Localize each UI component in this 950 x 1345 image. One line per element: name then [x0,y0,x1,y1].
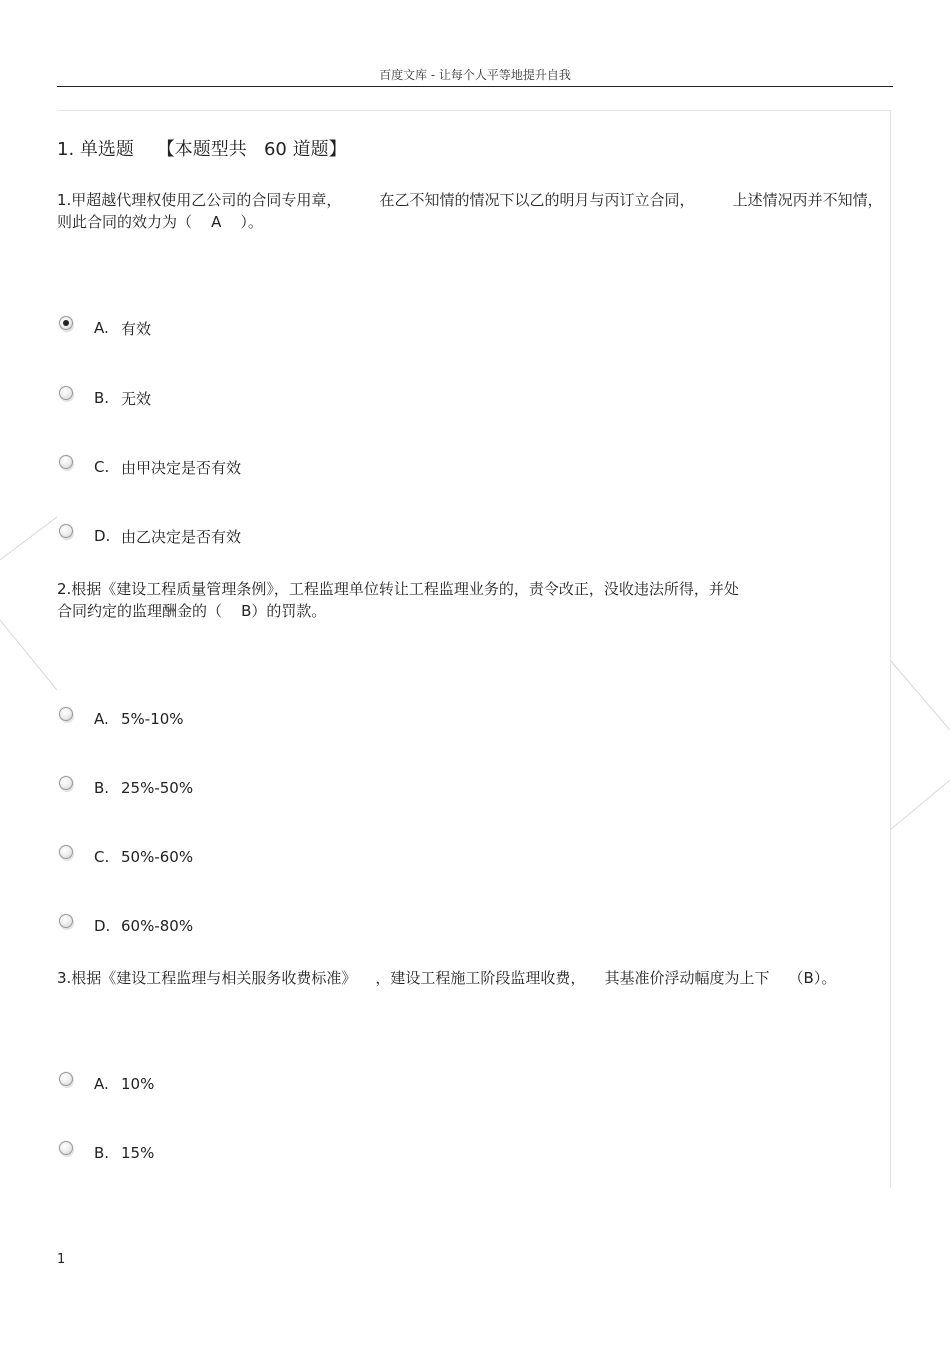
option-letter: C. [94,848,110,866]
q2-option-d[interactable] [57,914,193,938]
radio-icon[interactable] [59,386,73,400]
option-text: 5%-10% [121,710,184,728]
question-1-text: 1.甲超越代理权使用乙公司的合同专用章， 在乙不知情的情况下以乙的明月与丙订立合同， 上述情况丙并不知情，则此合同的效力为（ A ）。 [57,191,883,231]
radio-selected-icon[interactable] [59,316,73,330]
option-text: 60%-80% [121,917,194,935]
q2-option-b[interactable] [57,776,193,800]
option-letter: B. [94,389,110,407]
option-text: 25%-50% [121,779,194,797]
q3-option-a[interactable] [57,1072,154,1096]
option-text: 15% [121,1144,155,1162]
q2-option-c[interactable] [57,845,193,869]
option-text: 有效 [121,319,152,338]
radio-icon[interactable] [59,914,73,928]
radio-icon[interactable] [59,455,73,469]
option-text: 50%-60% [121,848,194,866]
option-letter: B. [94,779,110,797]
option-letter: B. [94,1144,110,1162]
option-letter: C. [94,458,110,476]
option-letter: D. [94,917,111,935]
page-number: 1 [57,1252,66,1267]
q3-option-b[interactable] [57,1141,154,1165]
question-3-text: 3.根据《建设工程监理与相关服务收费标准》 ，建设工程施工阶段监理收费， 其基准价浮动幅度为上下 （B）。 [57,969,837,987]
radio-icon[interactable] [59,707,73,721]
q1-option-b[interactable] [57,386,151,410]
option-text: 10% [121,1075,155,1093]
q1-option-a[interactable] [57,316,151,340]
radio-icon[interactable] [59,776,73,790]
q1-option-d[interactable] [57,524,241,548]
q2-option-a[interactable] [57,707,184,731]
radio-icon[interactable] [59,845,73,859]
option-text: 由甲决定是否有效 [121,458,242,477]
option-letter: A. [94,1075,109,1093]
option-letter: A. [94,710,109,728]
radio-icon[interactable] [59,1072,73,1086]
radio-icon[interactable] [59,524,73,538]
radio-icon[interactable] [59,1141,73,1155]
q1-option-c[interactable] [57,455,241,479]
page-header: 百度文库 - 让每个人平等地提升自我 [379,68,571,82]
section-title: 1. 单选题 【本题型共 60 道题】 [57,139,347,160]
question-2-text: 2.根据《建设工程质量管理条例》，工程监理单位转让工程监理业务的，责令改正，没收违法所得，并处 合同约定的监理酬金的（ B）的罚款。 [57,580,739,620]
option-text: 无效 [121,389,152,408]
option-letter: A. [94,319,109,337]
option-text: 由乙决定是否有效 [121,527,242,546]
option-letter: D. [94,527,111,545]
